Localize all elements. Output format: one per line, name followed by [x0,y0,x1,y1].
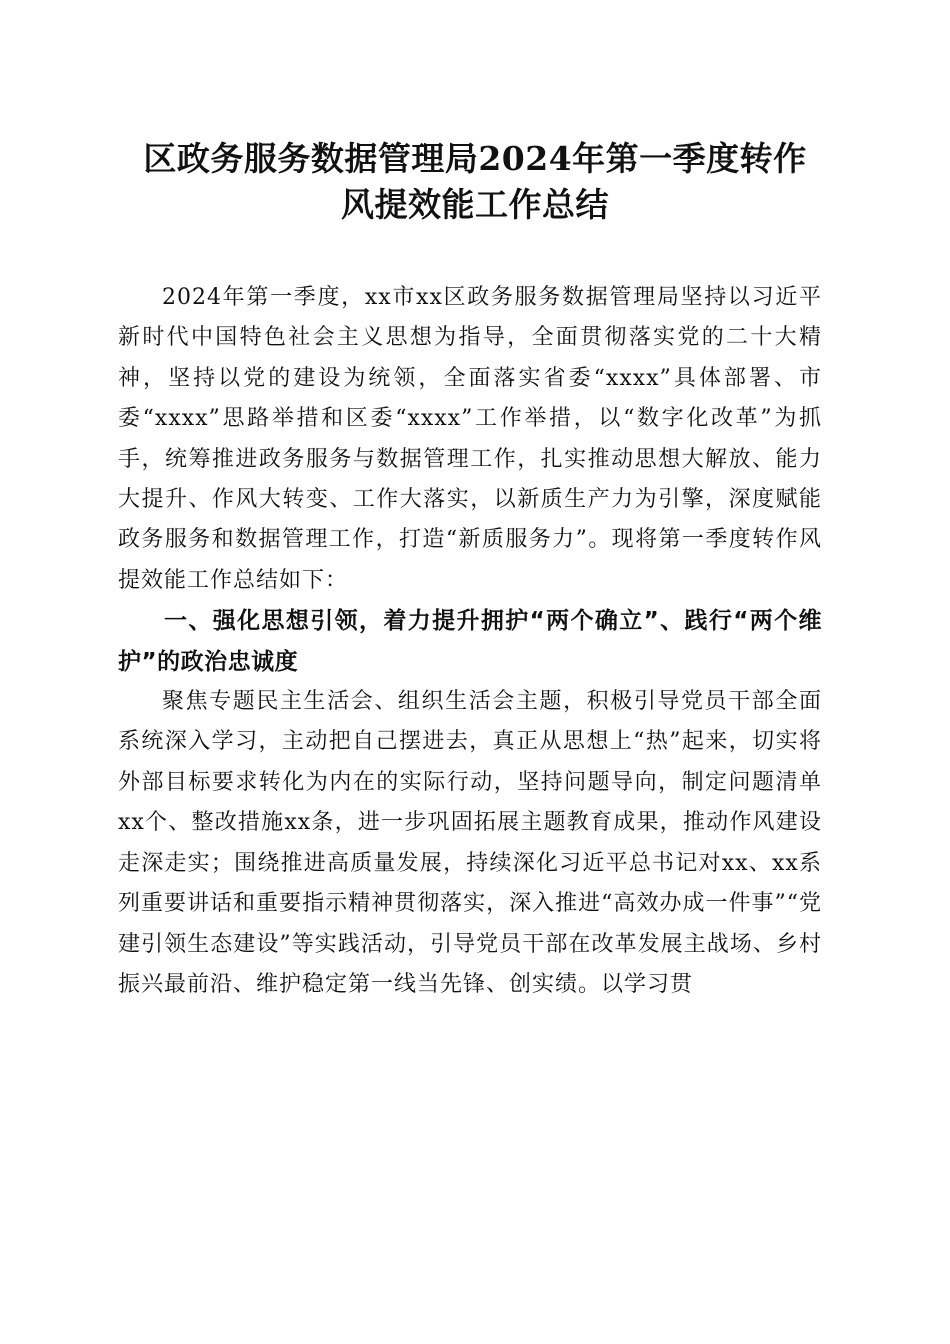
section-1-heading: 一、强化思想引领，着力提升拥护“两个确立”、践行“两个维护”的政治忠诚度 [118,608,822,675]
title-line-2: 风提效能工作总结 [341,185,609,224]
document-body [118,278,822,1005]
section-1-paragraph: 聚焦专题民主生活会、组织生活会主题，积极引导党员干部全面系统深入学习，主动把自己摆进去，真正从思想上“热”起来，切实将外部目标要求转化为内在的实际行动，坚持问题导向，制定问题清单xx个、整改措施xx条，进一步巩固拓展主题教育成果，推动作风建设走深走实；围绕推进高质量发展，持续深化习近平总书记对xx、xx系列重要讲话和重要指示精神贯彻落实，深入推进“高效办成一件事”“党建引领生态建设”等实践活动，引导党员干部在改革发展主战场、乡村振兴最前沿、维护稳定第一线当先锋、创实绩。以学习贯 [118,689,822,997]
document-title [110,136,840,228]
intro-paragraph: 2024年第一季度，xx市xx区政务服务数据管理局坚持以习近平新时代中国特色社会主义思想为指导，全面贯彻落实党的二十大精神，坚持以党的建设为统领，全面落实省委“xxxx”具体部署、市委“xxxx”思路举措和区委“xxxx”工作举措，以“数字化改革”为抓手，统筹推进政务服务与数据管理工作，扎实推动思想大解放、能力大提升、作风大转变、工作大落实，以新质生产力为引擎，深度赋能政务服务和数据管理工作，打造“新质服务力”。现将第一季度转作风提效能工作总结如下： [118,285,822,593]
title-line-1: 区政务服务数据管理局2024年第一季度转作 [143,139,807,178]
